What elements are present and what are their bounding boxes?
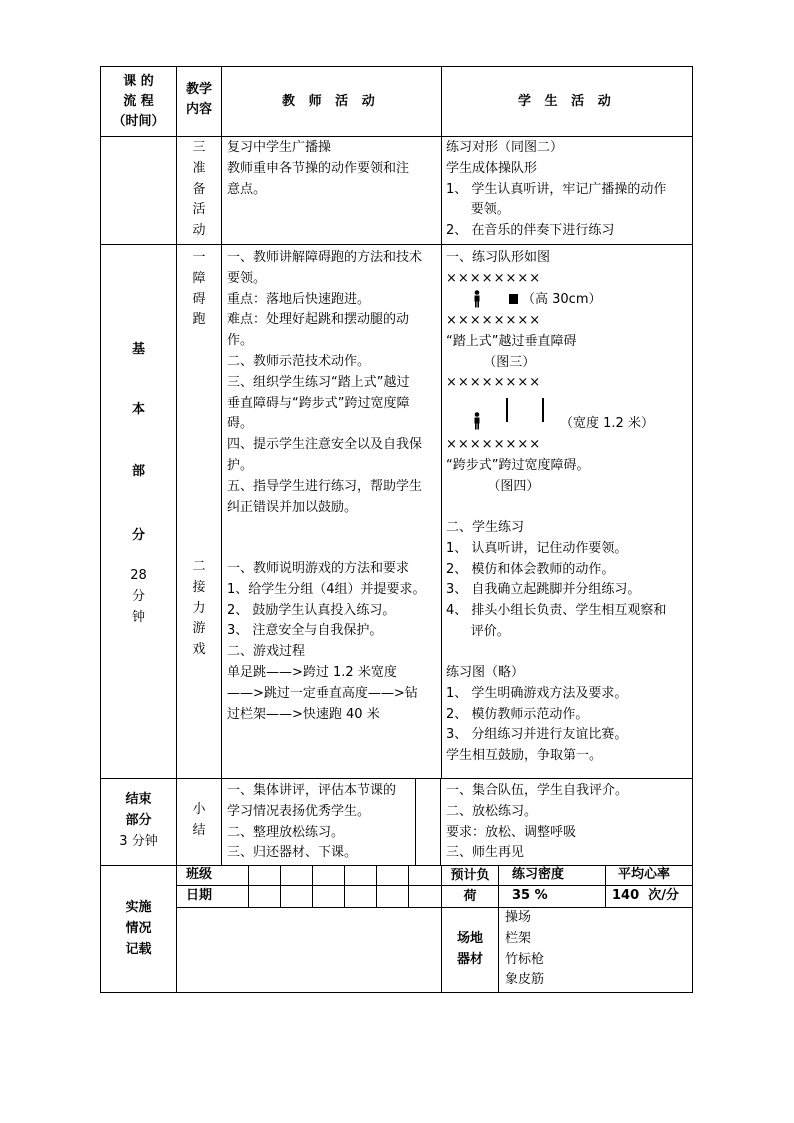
- formation-row: ××××××××: [446, 270, 542, 286]
- obstacle-height-note: （高 30cm）: [522, 292, 602, 307]
- column-divider: [440, 778, 441, 865]
- basic-label-obstacle: [177, 248, 221, 331]
- equipment-item: 象皮筋: [505, 972, 545, 988]
- impl-section-line: 情况: [125, 920, 152, 936]
- basic-teacher-line: 五、指导学生进行练习，帮助学生: [227, 478, 423, 494]
- basic-label-char: 一: [192, 250, 206, 265]
- formation-row: ××××××××: [446, 437, 542, 452]
- impl-section-line: 实施: [125, 900, 152, 915]
- column-divider: [441, 66, 442, 778]
- basic-student-line: “踏上式”越过垂直障碍: [446, 333, 577, 349]
- grid-cell-divider: [344, 865, 345, 907]
- ending-section-line: 部分: [125, 812, 152, 828]
- basic-label-char: 障: [192, 270, 206, 286]
- prep-label-char: 备: [192, 181, 206, 197]
- basic-teacher-line: 纠正错误并加以鼓励。: [227, 499, 358, 515]
- prep-student-line: 1、 学生认真听讲，牢记广播操的动作: [446, 181, 667, 197]
- prep-student-line: 要领。: [446, 202, 510, 218]
- basic-teacher-line: ——>跳过一定垂直高度——>钻: [227, 685, 418, 701]
- table-border-top: [100, 66, 693, 67]
- prep-teacher-line: 意点。: [227, 181, 267, 197]
- ending-label: [177, 800, 221, 842]
- basic-label-char: 碍: [192, 291, 206, 307]
- basic-label-char: 游: [192, 621, 206, 637]
- row-divider: [176, 907, 441, 908]
- basic-teacher-line: 过栏架——>快速跑 40 米: [227, 706, 380, 722]
- basic-student-line: 2、 模仿教师示范动作。: [446, 706, 589, 722]
- table-border-right: [692, 66, 693, 993]
- load-label-line: 预计负: [450, 868, 490, 883]
- student-figure-icon: [472, 290, 482, 308]
- basic-label-char: 戏: [192, 642, 206, 658]
- basic-teacher-line: 难点：处理好起跳和摆动腿的动: [227, 312, 410, 328]
- basic-student-line: 3、 分组练习并进行友谊比赛。: [446, 727, 628, 743]
- class-label: 班级: [185, 867, 212, 882]
- header-student: 学 生 活 动: [518, 94, 611, 109]
- ending-section-line: 3 分钟: [119, 833, 158, 849]
- basic-student-line: “跨步式”跨过宽度障碍。: [446, 457, 590, 473]
- venue-label-line: 器材: [456, 951, 483, 967]
- basic-time-line: 28: [130, 568, 147, 583]
- table-border-bottom: [100, 992, 693, 993]
- equipment-item: 栏架: [505, 930, 532, 946]
- basic-label-char: 跑: [192, 312, 206, 328]
- basic-time-line: 分: [131, 589, 145, 604]
- prep-label: [177, 138, 221, 242]
- basic-teacher-line: 单足跳——>跨过 1.2 米宽度: [227, 665, 397, 680]
- basic-student-line: 一、练习队形如图: [446, 250, 551, 265]
- density-label: 练习密度: [512, 867, 565, 882]
- ending-student-line: 二、放松练习。: [446, 803, 538, 819]
- basic-student-line: 1、 认真听讲，记住动作要领。: [446, 540, 628, 556]
- formation-row: ××××××××: [446, 375, 542, 391]
- figure-caption: （图三）: [446, 354, 536, 370]
- formation-row: ××××××××: [446, 313, 542, 328]
- column-divider: [221, 66, 222, 865]
- ending-section: [101, 790, 176, 852]
- load-label: [442, 866, 498, 908]
- basic-time-line: 钟: [131, 610, 145, 625]
- header-process-line: （时间）: [112, 114, 165, 129]
- basic-teacher-line: 碍。: [227, 416, 254, 432]
- ending-teacher-line: 二、整理放松练习。: [227, 824, 345, 840]
- heart-rate-value: 140 次/分: [612, 888, 679, 903]
- prep-teacher-line: 教师重申各节操的动作要领和注: [227, 160, 410, 176]
- basic-student-line: 3、 自我确立起跳脚并分组练习。: [446, 582, 641, 598]
- prep-teacher-line: 复习中学生广播操: [227, 140, 332, 155]
- basic-student-line: 4、 排头小组长负责、学生相互观察和: [446, 603, 667, 619]
- basic-section-char: 部: [131, 464, 145, 479]
- width-obstacle-left-icon: [506, 398, 508, 422]
- header-process-line: 课 的: [123, 74, 154, 89]
- header-content-line: 教学: [185, 82, 212, 97]
- student-figure-icon: [472, 412, 482, 430]
- prep-label-char: 准: [192, 160, 206, 176]
- ending-label-char: 小: [192, 802, 206, 817]
- date-label: 日期: [185, 888, 212, 903]
- figure-caption: （图四）: [446, 478, 540, 494]
- row-divider: [100, 244, 693, 245]
- column-divider: [498, 865, 499, 993]
- prep-student-line: 学生成体操队形: [446, 160, 538, 176]
- column-divider: [605, 865, 606, 907]
- prep-student-line: 练习对形（同图二）: [446, 140, 564, 155]
- equipment-item: 竹标枪: [505, 951, 545, 967]
- header-content-line: 内容: [185, 102, 212, 117]
- basic-student-line: 评价。: [446, 624, 510, 639]
- ending-teacher-line: 三、归还器材、下课。: [227, 845, 358, 861]
- basic-student-line: 学生相互鼓励，争取第一。: [446, 748, 603, 764]
- load-label-line: 荷: [463, 888, 477, 904]
- ending-student-line: 要求：放松、调整呼吸: [446, 824, 577, 840]
- basic-section-char: 基: [131, 342, 145, 357]
- header-content: [177, 80, 221, 120]
- basic-teacher-line: 二、教师示范技术动作。: [227, 354, 371, 369]
- basic-section-char: 分: [131, 528, 145, 543]
- basic-teacher-line: 作。: [227, 333, 254, 349]
- heart-rate-label: 平均心率: [618, 867, 671, 882]
- row-divider: [100, 136, 693, 137]
- basic-label-relay: [177, 557, 221, 661]
- grid-cell-divider: [280, 865, 281, 907]
- basic-student-line: 1、 学生明确游戏方法及要求。: [446, 685, 628, 701]
- vertical-obstacle-icon: [509, 294, 518, 304]
- basic-teacher-line: 1、给学生分组（4组）并提要求。: [227, 581, 426, 597]
- basic-teacher-line: 重点：落地后快速跑进。: [227, 291, 371, 307]
- basic-teacher-line: 护。: [227, 458, 254, 473]
- prep-label-char: 三: [192, 140, 206, 155]
- impl-section: [101, 898, 176, 960]
- basic-teacher-line: 垂直障碍与“跨步式”跨过宽度障: [227, 395, 410, 411]
- ending-student-line: 三、师生再见: [446, 845, 525, 861]
- grid-cell-divider: [408, 865, 409, 907]
- basic-student-line: 2、 模仿和体会教师的动作。: [446, 561, 615, 577]
- ending-section-line: 结束: [125, 792, 152, 807]
- header-teacher: 教 师 活 动: [282, 94, 375, 109]
- ending-teacher-line: 学习情况表扬优秀学生。: [227, 803, 371, 819]
- basic-label-char: 二: [192, 559, 206, 574]
- basic-teacher-line: 要领。: [227, 270, 267, 286]
- basic-teacher-line: 二、游戏过程: [227, 644, 306, 660]
- obstacle-width-note: （宽度 1.2 米）: [560, 416, 654, 431]
- basic-student-line: 练习图（略）: [446, 665, 525, 680]
- grid-cell-divider: [376, 865, 377, 907]
- width-obstacle-right-icon: [542, 398, 544, 422]
- basic-teacher-line: 2、 鼓励学生认真投入练习。: [227, 602, 396, 618]
- prep-label-char: 动: [192, 223, 206, 239]
- density-value: 35 %: [512, 888, 548, 903]
- ending-teacher-line: 一、集体讲评，评估本节课的: [227, 783, 397, 798]
- venue-label: [442, 929, 498, 971]
- basic-student-line: 二、学生练习: [446, 520, 525, 535]
- prep-label-char: 活: [192, 202, 206, 218]
- basic-teacher-line: 三、组织学生练习“踏上式”越过: [227, 374, 410, 390]
- basic-teacher-line: 一、教师说明游戏的方法和要求: [227, 561, 410, 576]
- ending-student-line: 一、集合队伍，学生自我评介。: [446, 783, 629, 798]
- basic-teacher-line: 四、提示学生注意安全以及自我保: [227, 437, 423, 453]
- basic-teacher-line: 3、 注意安全与自我保护。: [227, 623, 383, 639]
- impl-section-line: 记载: [125, 941, 152, 957]
- header-process-line: 流 程: [123, 94, 154, 109]
- column-divider: [415, 778, 416, 865]
- basic-teacher-line: 一、教师讲解障碍跑的方法和技术: [227, 250, 423, 265]
- row-divider: [100, 778, 693, 779]
- grid-cell-divider: [312, 865, 313, 907]
- ending-label-char: 结: [192, 822, 206, 838]
- prep-student-line: 2、 在音乐的伴奏下进行练习: [446, 223, 615, 239]
- venue-label-line: 场地: [456, 931, 483, 946]
- basic-label-char: 力: [192, 600, 206, 616]
- basic-label-char: 接: [192, 579, 206, 595]
- basic-section-char: 本: [131, 402, 145, 417]
- header-process: [101, 72, 176, 132]
- grid-cell-divider: [248, 865, 249, 907]
- equipment-item: 操场: [505, 910, 532, 925]
